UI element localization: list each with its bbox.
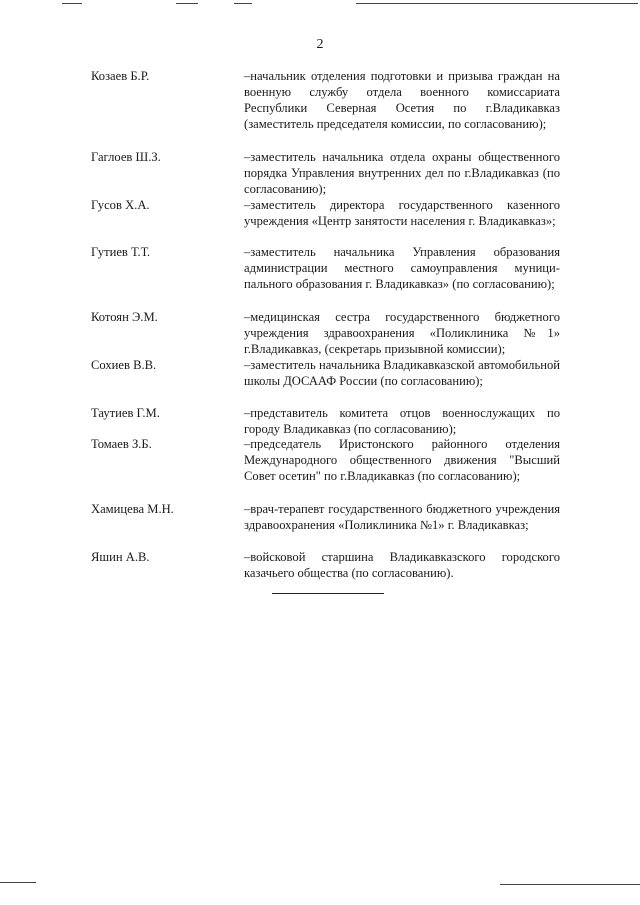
member-name: Яшин А.В. bbox=[91, 550, 150, 564]
member-name: Таутиев Г.М. bbox=[91, 406, 160, 420]
member-name: Томаев З.Б. bbox=[91, 437, 152, 451]
member-name: Хамицева М.Н. bbox=[91, 502, 174, 516]
scan-mark bbox=[234, 3, 252, 4]
member-name: Сохиев В.В. bbox=[91, 358, 157, 372]
member-description: –начальник отделения подготовки и призыва граждан на военную службу отдела военного комиссариата Республики Северная Осетия по г.Владикавказ (заместитель председателя комиссии, по согласованию); bbox=[244, 69, 560, 131]
scan-mark bbox=[62, 3, 82, 4]
member-name: Гаглоев Ш.З. bbox=[91, 150, 161, 164]
scan-mark bbox=[500, 884, 640, 885]
member-description: –заместитель директора государственного казенного учреждения «Центр занятости населения г. Владикавказ»; bbox=[244, 198, 560, 228]
member-description: –заместитель начальника отдела охраны общественного порядка Управления внутренних дел по г.Владикавказ (по согласованию); bbox=[244, 150, 560, 196]
scan-mark bbox=[356, 3, 638, 4]
member-description: –войсковой старшина Владикавказского городского казачьего общества (по согласованию). bbox=[244, 550, 560, 580]
member-name: Козаев Б.Р. bbox=[91, 69, 150, 83]
member-description: –представитель комитета отцов военнослужащих по городу Владикавказ (по согласованию); bbox=[244, 406, 560, 436]
member-description: –врач-терапевт государственного бюджетного учреждения здравоохранения «Поликлиника №1» г. Владикавказ; bbox=[244, 502, 560, 532]
member-description: –заместитель начальника Владикавказской автомобильной школы ДОСААФ России (по согласованию); bbox=[244, 358, 560, 388]
member-description: –председатель Иристонского районного отделения Международного общественного движения "Высший Совет осетин" по г.Владикавказ (по согласованию); bbox=[244, 437, 560, 483]
end-divider bbox=[272, 593, 384, 594]
member-description: –медицинская сестра государственного бюджетного учреждения здравоохранения «Поликлиника №1» г.Владикавказ, (секретарь призывной комиссии); bbox=[244, 310, 560, 356]
scan-mark bbox=[176, 3, 198, 4]
scan-mark bbox=[0, 882, 36, 883]
member-name: Гутиев Т.Т. bbox=[91, 245, 151, 259]
page-number: 2 bbox=[316, 37, 324, 52]
member-name: Гусов Х.А. bbox=[91, 198, 150, 212]
member-name: Котоян Э.М. bbox=[91, 310, 158, 324]
member-description: –заместитель начальника Управления образования администрации местного самоуправления муниципального образования г. Владикавказ» (по согласованию); bbox=[244, 245, 560, 291]
